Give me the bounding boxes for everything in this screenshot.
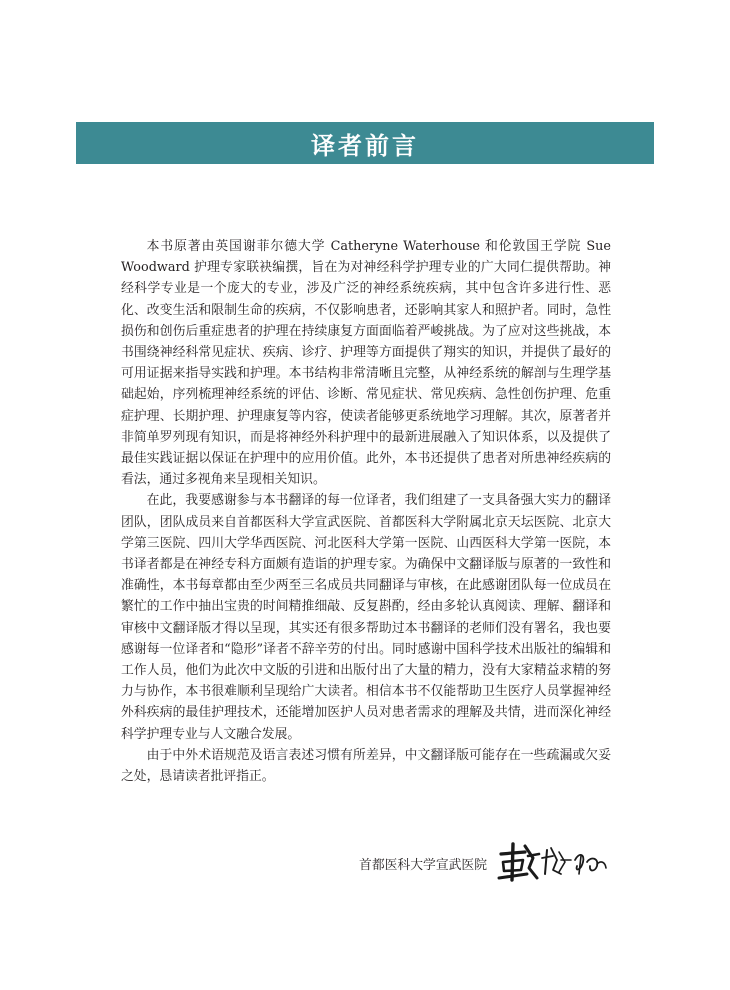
paragraph-1: 本书原著由英国谢菲尔德大学 Catheryne Waterhouse 和伦敦国王学院 Sue Woodward 护理专家联袂编撰，旨在为对神经科学护理专业的广大同仁提供帮助。神经科学专业是一个庞大的专业，涉及广泛的神经系统疾病，其中包含许多进行性、恶化、改变生活和限制生命的疾病，不仅影响患者，还影响其家人和照护者。同时，急性损伤和创伤后重症患者的护理在持续康复方面面临着严峻挑战。为了应对这些挑战，本书围绕神经科常见症状、疾病、诊疗、护理等方面提供了翔实的知识，并提供了最好的可用证据来指导实践和护理。本书结构非常清晰且完整，从神经系统的解剖与生理学基础起始，序列梳理神经系统的评估、诊断、常见症状、常见疾病、急性创伤护理、危重症护理、长期护理、护理康复等内容，使读者能够更系统地学习理解。其次，原著者并非简单罗列现有知识，而是将神经外科护理中的最新进展融入了知识体系，以及提供了最佳实践证据以保证在护理中的应用价值。此外，本书还提供了患者对所患神经疾病的看法，通过多视角来呈现相关知识。 [121,239,611,488]
signature-institution: 首都医科大学宣武医院 [359,857,487,873]
page-title: 译者前言 [311,131,419,160]
handwritten-signature-icon [495,840,610,886]
paragraph-2: 在此，我要感谢参与本书翻译的每一位译者，我们组建了一支具备强大实力的翻译团队，团队成员来自首都医科大学宣武医院、首都医科大学附属北京天坛医院、北京大学第三医院、四川大学华西医院、河北医科大学第一医院、山西医科大学第一医院，本书译者都是在神经专科方面颇有造诣的护理专家。为确保中文翻译版与原著的一致性和准确性，本书每章都由至少两至三名成员共同翻译与审核，在此感谢团队每一位成员在繁忙的工作中抽出宝贵的时间精推细敲、反复斟酌，经由多轮认真阅读、理解、翻译和审核中文翻译版才得以呈现，其实还有很多帮助过本书翻译的老师们没有署名，我也要感谢每一位译者和“隐形”译者不辞辛劳的付出。同时感谢中国科学技术出版社的编辑和工作人员，他们为此次中文版的引进和出版付出了大量的精力，没有大家精益求精的努力与协作，本书很难顺利呈现给广大读者。相信本书不仅能帮助卫生医疗人员掌握神经外科疾病的最佳护理技术，还能增加医护人员对患者需求的理解及共情，进而深化神经科学护理专业与人文融合发展。 [121,493,611,742]
title-banner [76,122,654,164]
signature-block [359,840,610,886]
preface-body [121,236,611,787]
paragraph-3: 由于中外术语规范及语言表述习惯有所差异，中文翻译版可能存在一些疏漏或欠妥之处，恳请读者批评指正。 [121,747,611,785]
